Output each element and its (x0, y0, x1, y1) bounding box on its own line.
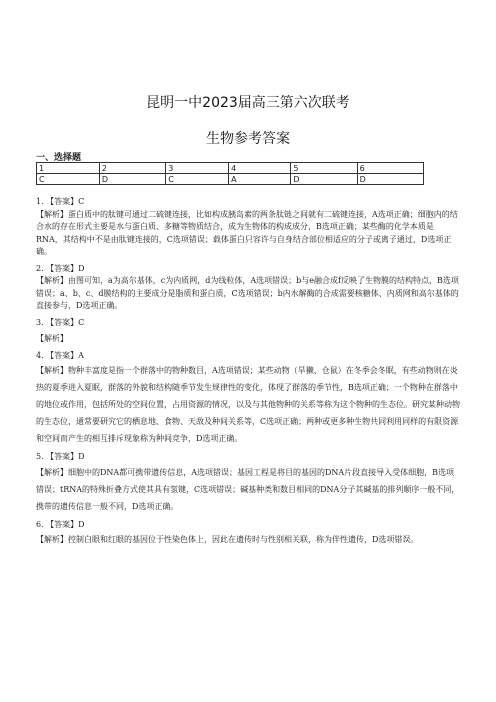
table-cell: 3 (166, 163, 229, 174)
table-cell: 4 (229, 163, 291, 174)
table-cell: C (37, 174, 100, 185)
question-explanation: 【解析】细胞中的DNA都可携带遗传信息，A选项错误；基因工程是将目的基因的DNA片段直接导入受体细胞，B选项错误；tRNA的特殊折叠方式使其具有氢键，C选项错误；碱基种类和数目相同的DNA分子其碱基的排列顺序一般不同，携带的遗传信息一般不同，D选项正确。 (36, 467, 460, 511)
table-row-numbers (37, 163, 424, 174)
table-cell: 2 (99, 163, 165, 174)
page-title: 昆明一中2023届高三第六次联考 (146, 95, 350, 111)
table-cell: 5 (291, 163, 357, 174)
table-cell: 1 (37, 163, 100, 174)
question-head: 2. 【答案】D (36, 263, 85, 273)
section-heading: 一、选择题 (36, 153, 82, 163)
table-cell: D (357, 174, 423, 185)
answer-content (36, 196, 460, 548)
table-cell: A (229, 174, 291, 185)
question-explanation: 【解析】 (36, 334, 68, 343)
answer-table (36, 162, 424, 185)
question-explanation: 【解析】由图可知，a为高尔基体，c为内质网，d为线粒体，A选项错误；b与e融合成f反映了生物膜的结构特点，B选项错误；a、b、c、d膜结构的主要成分是脂质和蛋白质，C选项错误；b内水解酶的合成需要核糖体、内质网和高尔基体的直接参与，D选项正确。 (36, 276, 459, 310)
table-cell: D (291, 174, 357, 185)
question-explanation: 【解析】蛋白质中的肽键可通过二硫键连接，比如构成胰岛素的两条肽链之间就有二硫键连接，A选项正确；细胞内的结合水的存在形式主要是水与蛋白质、多糖等物质结合，成为生物体的构成成分，B选项正确；某些酶的化学本质是RNA，其结构中不是由肽键连接的，C选项错误；载体蛋白只容许与自身结合部位相适应的分子或离子通过，D选项正确。 (36, 209, 458, 256)
table-row-answers (37, 174, 424, 185)
table-cell: C (166, 174, 229, 185)
table-cell: 6 (357, 163, 423, 174)
question-head: 3. 【答案】C (36, 317, 85, 327)
question-explanation: 【解析】物种丰富度是指一个群落中的物种数目，A选项错误；某些动物（旱獭、仓鼠）在冬季会冬眠，有些动物则在炎热的夏季进入夏眠，群落的外貌和结构随季节发生规律性的变化，体现了群落的季节性，B选项正确；一个物种在群落中的地位或作用，包括所处的空间位置，占用资源的情况，以及与其他物种的关系等称为这个物种的生态位。研究某种动物的生态位，通常要研究它的栖息地、食物、天敌及种间关系等，C选项正确；两种或更多种生物共同利用同样的有限资源和空间而产生的相互排斥现象称为种间竞争，D选项正确。 (36, 366, 460, 443)
question-head: 5. 【答案】D (36, 452, 85, 461)
question-head: 4. 【答案】A (36, 350, 84, 360)
table-cell: D (99, 174, 165, 185)
question-explanation: 【解析】控制白眼和红眼的基因位于性染色体上，因此在遗传时与性别相关联，称为伴性遗传，D选项错误。 (36, 535, 419, 544)
page-subtitle: 生物参考答案 (206, 131, 290, 147)
question-head: 6. 【答案】D (36, 519, 85, 529)
question-head: 1. 【答案】C (36, 197, 85, 206)
